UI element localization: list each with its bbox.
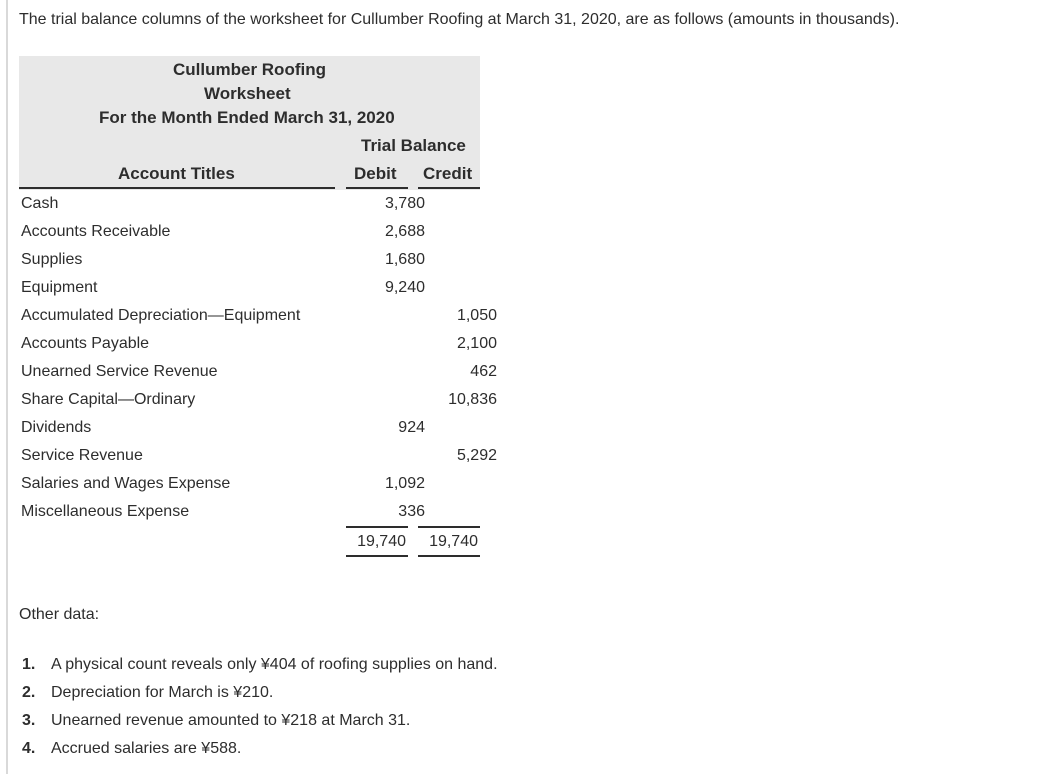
list-item-number: 2. [22,684,36,701]
table-row [19,386,497,414]
table-row [19,358,497,386]
account-title: Share Capital—Ordinary [21,391,196,408]
list-item-number: 3. [22,712,36,729]
credit-total-bottom-rule [418,555,480,557]
account-title: Miscellaneous Expense [21,503,190,520]
column-header-debit: Debit [354,164,397,183]
table-row [19,190,480,218]
table-row [19,302,497,330]
credit-amount: 462 [470,363,497,380]
account-title: Accounts Receivable [21,223,171,240]
credit-header-rule [418,187,480,189]
credit-total-top-rule [418,526,480,528]
credit-amount: 2,100 [456,335,497,352]
account-header-rule [19,187,335,189]
list-item-number: 4. [22,740,36,757]
account-title: Salaries and Wages Expense [21,475,231,492]
debit-amount: 9,240 [384,279,425,296]
credit-amount: 5,292 [456,447,497,464]
debit-amount: 336 [398,503,425,520]
total-debit: 19,740 [357,533,406,550]
list-item-text: Depreciation for March is ¥210. [51,684,274,701]
account-title: Supplies [21,251,83,268]
debit-amount: 924 [398,419,425,436]
table-row [19,442,497,470]
debit-total-bottom-rule [346,555,408,557]
list-item-text: Accrued salaries are ¥588. [51,740,242,757]
trial-balance-label: Trial Balance [361,136,466,155]
company-name: Cullumber Roofing [173,60,326,79]
list-item-number: 1. [22,656,36,673]
account-title: Unearned Service Revenue [21,363,218,380]
table-row [19,246,480,274]
account-title: Service Revenue [21,447,143,464]
credit-amount: 1,050 [456,307,497,324]
credit-amount: 10,836 [448,391,497,408]
account-title: Accumulated Depreciation—Equipment [21,307,301,324]
table-row [19,470,480,498]
debit-total-top-rule [346,526,408,528]
list-item-text: Unearned revenue amounted to ¥218 at March 31. [51,712,411,729]
table-row [19,414,480,442]
debit-amount: 3,780 [384,195,425,212]
column-header-credit: Credit [423,164,473,183]
account-title: Equipment [21,279,98,296]
list-item-text: A physical count reveals only ¥404 of roofing supplies on hand. [51,656,498,673]
table-row [19,274,480,302]
left-border [6,0,8,774]
debit-amount: 2,688 [384,223,425,240]
table-row [19,330,497,358]
table-row [19,498,480,526]
other-data-label: Other data: [19,606,100,623]
column-header-account: Account Titles [118,164,235,183]
debit-amount: 1,680 [384,251,425,268]
intro-text: The trial balance columns of the worksheet for Cullumber Roofing at March 31, 2020, are as follows (amounts in thousands). [19,11,900,28]
worksheet-title: Worksheet [204,84,291,103]
account-title: Dividends [21,419,92,436]
debit-header-rule [346,187,408,189]
debit-amount: 1,092 [384,475,425,492]
account-title: Accounts Payable [21,335,150,352]
table-row [19,218,480,246]
account-title: Cash [21,195,59,212]
total-credit: 19,740 [429,533,478,550]
worksheet-period: For the Month Ended March 31, 2020 [99,108,395,127]
